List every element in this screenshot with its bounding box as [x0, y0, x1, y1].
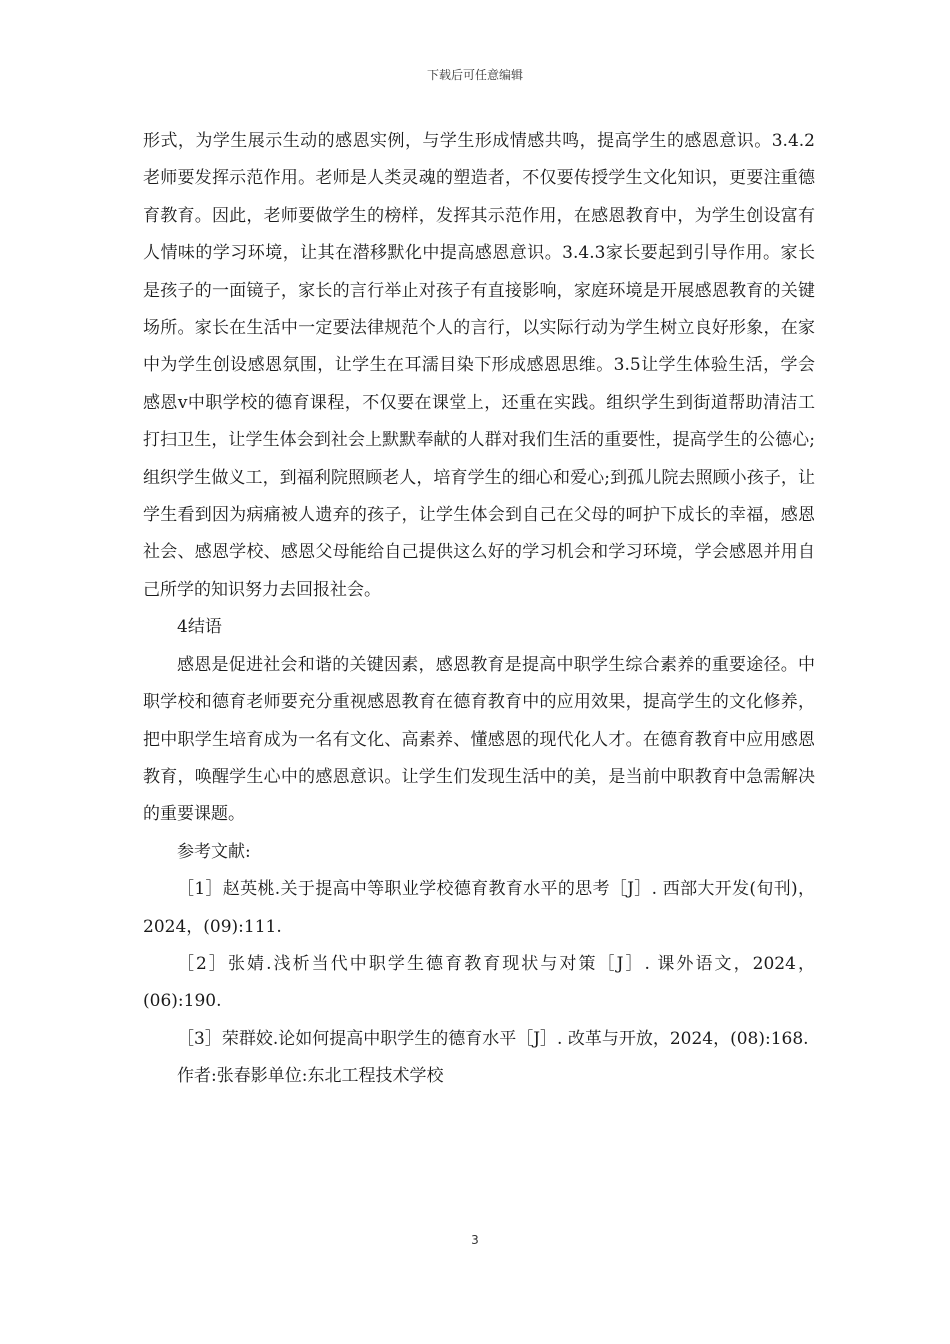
- continued-paragraph: 形式，为学生展示生动的感恩实例，与学生形成情感共鸣，提高学生的感恩意识。3.4.2老师要发挥示范作用。老师是人类灵魂的塑造者，不仅要传授学生文化知识，更要注重德育教育。因此，老师要做学生的榜样，发挥其示范作用，在感恩教育中，为学生创设富有人情味的学习环境，让其在潜移默化中提高感恩意识。3.4.3家长要起到引导作用。家长是孩子的一面镜子，家长的言行举止对孩子有直接影响，家庭环境是开展感恩教育的关键场所。家长在生活中一定要法律规范个人的言行，以实际行动为学生树立良好形象，在家中为学生创设感恩氛围，让学生在耳濡目染下形成感恩思维。3.5让学生体验生活，学会感恩v中职学校的德育课程，不仅要在课堂上，还重在实践。组织学生到街道帮助清洁工打扫卫生，让学生体会到社会上默默奉献的人群对我们生活的重要性，提高学生的公德心;组织学生做义工，到福利院照顾老人，培育学生的细心和爱心;到孤儿院去照顾小孩子，让学生看到因为病痛被人遗弃的孩子，让学生体会到自己在父母的呵护下成长的幸福，感恩社会、感恩学校、感恩父母能给自己提供这么好的学习机会和学习环境，学会感恩并用自己所学的知识努力去回报社会。: [143, 131, 815, 600]
- reference-item-3: ［3］荣群姣.论如何提高中职学生的德育水平［J］. 改革与开放，2024，(08):168.: [177, 1028, 809, 1049]
- reference-item-1: ［1］赵英桃.关于提高中等职业学校德育教育水平的思考［J］. 西部大开发(旬刊)，2024，(09):111.: [143, 879, 815, 937]
- reference-item-2: ［2］张婧.浅析当代中职学生德育教育现状与对策［J］. 课外语文，2024，(06):190.: [143, 953, 815, 1012]
- references-heading: 参考文献:: [177, 841, 251, 862]
- page-number: 3: [471, 1233, 479, 1247]
- document-body: [143, 123, 815, 1096]
- section-heading: 4结语: [177, 617, 222, 638]
- page-header-note: 下载后可任意编辑: [426, 68, 523, 82]
- author-line: 作者:张春影单位:东北工程技术学校: [177, 1066, 444, 1087]
- conclusion-paragraph: 感恩是促进社会和谐的关键因素，感恩教育是提高中职学生综合素养的重要途径。中职学校和德育老师要充分重视感恩教育在德育教育中的应用效果，提高学生的文化修养，把中职学生培育成为一名有文化、高素养、懂感恩的现代化人才。在德育教育中应用感恩教育，唤醒学生心中的感恩意识。让学生们发现生活中的美，是当前中职教育中急需解决的重要课题。: [143, 654, 815, 825]
